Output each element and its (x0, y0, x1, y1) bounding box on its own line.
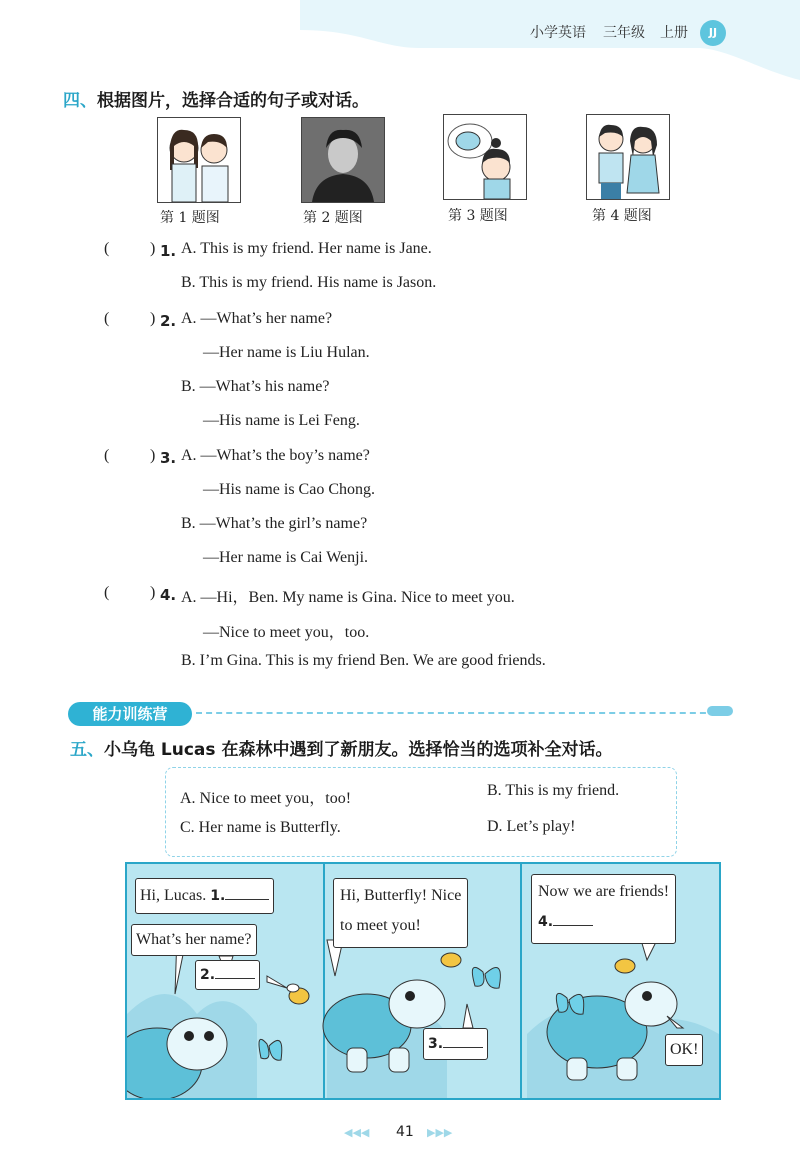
question-4-line: —Nice to meet you，too. (203, 624, 370, 641)
footer-left-arrows: ◀◀◀ (344, 1126, 370, 1139)
caption-3: 第 3 题图 (448, 208, 508, 224)
question-2-number: 2. (160, 312, 177, 330)
section5-title-text: 小乌龟 Lucas 在森林中遇到了新朋友。选择恰当的选项补全对话。 (104, 740, 613, 760)
options-box (165, 767, 677, 857)
bubble-panel2-answer (423, 1028, 488, 1060)
header-volume: 上册 (660, 25, 688, 41)
picture-3-boy-and-elephant (443, 114, 527, 200)
header-badge: JJ (700, 20, 726, 46)
picture-1-girl-and-boy (157, 117, 241, 203)
picture-2-portrait (301, 117, 385, 203)
question-4-line: A. —Hi，Ben. My name is Gina. Nice to meet you. (181, 589, 515, 606)
divider-dashed (196, 712, 716, 714)
answer-bracket-1-close: ) (150, 240, 156, 257)
answer-bracket-2-close: ) (150, 310, 156, 327)
bubble-panel2-greeting (333, 878, 468, 948)
footer-right-arrows: ▶▶▶ (427, 1126, 453, 1139)
blank-1[interactable] (225, 885, 269, 900)
header-grade: 三年级 (603, 25, 645, 41)
question-3-line: —His name is Cao Chong. (203, 481, 375, 498)
bubble-panel2-line2: to meet you! (340, 917, 421, 934)
question-1-line: A. This is my friend. Her name is Jane. (181, 240, 432, 257)
section5-number: 五、 (70, 740, 104, 760)
bubble-panel3-line1: Now we are friends! (538, 883, 670, 900)
divider-pencil-end (707, 706, 733, 716)
blank-1-label: 1. (210, 888, 226, 904)
answer-bracket-1[interactable]: ( (104, 240, 110, 257)
option-a: A. Nice to meet you，too! (180, 790, 352, 807)
question-4-number: 4. (160, 586, 177, 604)
question-3-line: —Her name is Cai Wenji. (203, 549, 369, 566)
page-number: 41 (396, 1124, 414, 1140)
question-3-line: A. —What’s the boy’s name? (181, 447, 370, 464)
bubble-panel1-question: What’s her name? (131, 924, 257, 956)
question-2-line: —His name is Lei Feng. (203, 412, 360, 429)
section4-title (63, 86, 369, 111)
answer-bracket-3[interactable]: ( (104, 447, 110, 464)
caption-2: 第 2 题图 (303, 210, 363, 226)
header-subject: 小学英语 (530, 25, 586, 41)
section4-number: 四、 (63, 91, 97, 111)
question-2-line: —Her name is Liu Hulan. (203, 344, 370, 361)
question-4-line: B. I’m Gina. This is my friend Ben. We are good friends. (181, 652, 546, 669)
question-1-number: 1. (160, 242, 177, 260)
option-c: C. Her name is Butterfly. (180, 819, 341, 836)
section4-title-text: 根据图片，选择合适的句子或对话。 (97, 91, 369, 111)
training-label: 能力训练营 (68, 702, 192, 726)
blank-3[interactable] (443, 1033, 483, 1048)
bubble-panel1-answer (195, 960, 260, 990)
question-2-line: A. —What’s her name? (181, 310, 333, 327)
question-3-line: B. —What’s the girl’s name? (181, 515, 368, 532)
option-b: B. This is my friend. (487, 782, 620, 799)
answer-bracket-4[interactable]: ( (104, 584, 110, 601)
question-2-line: B. —What’s his name? (181, 378, 330, 395)
option-d: D. Let’s play! (487, 818, 576, 835)
blank-4-label: 4. (538, 914, 554, 930)
bubble-panel3-ok: OK! (665, 1034, 703, 1066)
blank-2[interactable] (215, 964, 255, 979)
blank-3-label: 3. (428, 1036, 444, 1052)
question-3-number: 3. (160, 449, 177, 467)
bubble-panel1-greeting (135, 878, 274, 914)
caption-4: 第 4 题图 (592, 208, 652, 224)
picture-4-boy-and-girl (586, 114, 670, 200)
answer-bracket-2[interactable]: ( (104, 310, 110, 327)
section5-title (70, 735, 612, 760)
answer-bracket-3-close: ) (150, 447, 156, 464)
comic-strip (125, 862, 721, 1100)
blank-2-label: 2. (200, 967, 216, 983)
answer-bracket-4-close: ) (150, 584, 156, 601)
question-1-line: B. This is my friend. His name is Jason. (181, 274, 437, 291)
bubble-panel1-greeting-text: Hi, Lucas. (140, 887, 207, 904)
bubble-panel2-line1: Hi, Butterfly! Nice (340, 887, 462, 904)
bubble-panel3-statement (531, 874, 676, 944)
blank-4[interactable] (553, 911, 593, 926)
caption-1: 第 1 题图 (160, 210, 220, 226)
